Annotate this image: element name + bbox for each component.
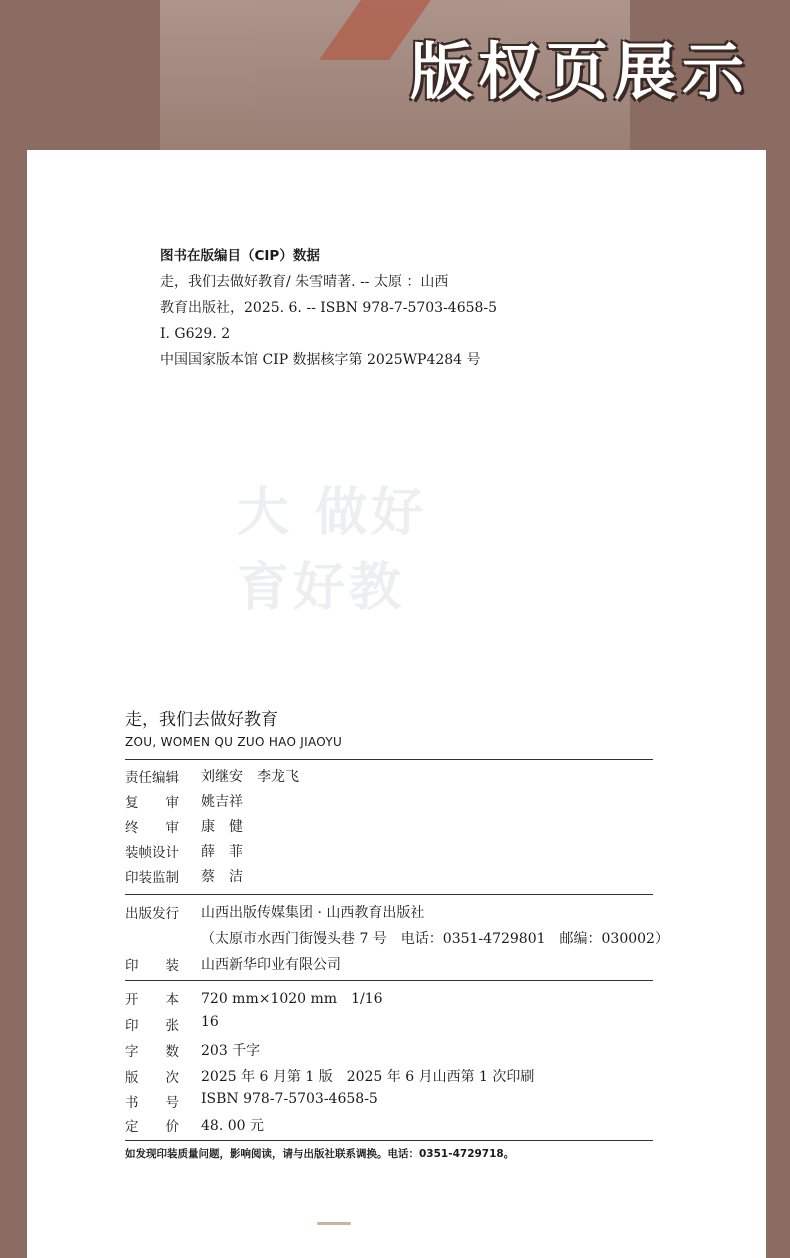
spec-value: 48. 00 元 (201, 1118, 264, 1134)
staff-label: 责任编辑 (125, 770, 179, 786)
divider (125, 894, 653, 895)
spec-label: 字 数 (125, 1044, 179, 1060)
cip-line: Ⅰ. G629. 2 (160, 326, 231, 342)
staff-label: 印装监制 (125, 870, 179, 886)
spec-row (125, 1091, 378, 1111)
footer-note: 如发现印装质量问题，影响阅读，请与出版社联系调换。电话：0351-4729718。 (125, 1148, 515, 1160)
page-smudge (317, 1222, 351, 1225)
staff-value: 姚吉祥 (201, 794, 243, 810)
publisher-label: 出版发行 (125, 906, 179, 922)
show-through-text-2: 育好教 (237, 558, 406, 618)
staff-label: 终 审 (125, 820, 179, 836)
staff-value: 康 健 (201, 819, 243, 835)
spec-row (125, 1014, 219, 1034)
spec-label: 版 次 (125, 1070, 179, 1086)
spec-label: 书 号 (125, 1095, 179, 1111)
book-title-pinyin: ZOU, WOMEN QU ZUO HAO JIAOYU (125, 735, 343, 749)
spec-value: 16 (201, 1014, 219, 1030)
divider (125, 759, 653, 760)
cip-line: 中国国家版本馆 CIP 数据核字第 2025WP4284 号 (160, 352, 481, 368)
printer-label: 印 装 (125, 958, 179, 974)
staff-label: 复 审 (125, 795, 179, 811)
spec-row (125, 988, 383, 1008)
spec-row (125, 1040, 260, 1060)
staff-row (125, 866, 243, 886)
spec-label: 定 价 (125, 1119, 179, 1135)
banner-title: 版权页展示 (409, 35, 750, 108)
spec-row (125, 1066, 534, 1086)
spec-value: ISBN 978-7-5703-4658-5 (201, 1091, 378, 1107)
spec-label: 印 张 (125, 1018, 179, 1034)
publisher-address-text: （太原市水西门街馒头巷 7 号 电话：0351-4729801 邮编：030002） (201, 931, 669, 947)
spec-value: 720 mm×1020 mm 1/16 (201, 991, 383, 1007)
publisher-name: 山西出版传媒集团 · 山西教育出版社 (201, 905, 425, 921)
staff-row (125, 766, 299, 786)
staff-row (125, 791, 243, 811)
book-title: 走，我们去做好教育 (125, 710, 278, 730)
staff-value: 蔡 洁 (201, 869, 243, 885)
publisher-address (201, 928, 669, 948)
staff-value: 刘继安 李龙飞 (201, 769, 299, 785)
copyright-page (27, 150, 766, 1258)
cip-line: 教育出版社，2025. 6. -- ISBN 978-7-5703-4658-5 (160, 300, 498, 316)
staff-label: 装帧设计 (125, 845, 179, 861)
cip-heading: 图书在版编目（CIP）数据 (160, 248, 320, 264)
show-through-text: 大 做好 (237, 483, 428, 543)
spec-label: 开 本 (125, 992, 179, 1008)
divider (125, 1140, 653, 1141)
divider (125, 980, 653, 981)
printer-name: 山西新华印业有限公司 (201, 957, 341, 973)
staff-row (125, 841, 243, 861)
spec-value: 2025 年 6 月第 1 版 2025 年 6 月山西第 1 次印刷 (201, 1069, 535, 1085)
cip-line: 走，我们去做好教育/ 朱雪晴著. -- 太原 ：山西 (160, 274, 449, 290)
publisher-row (125, 902, 424, 922)
staff-row (125, 816, 243, 836)
staff-value: 薛 菲 (201, 844, 243, 860)
printer-row (125, 954, 341, 974)
cip-block (160, 243, 497, 373)
spec-row (125, 1115, 264, 1135)
spec-value: 203 千字 (201, 1043, 261, 1059)
